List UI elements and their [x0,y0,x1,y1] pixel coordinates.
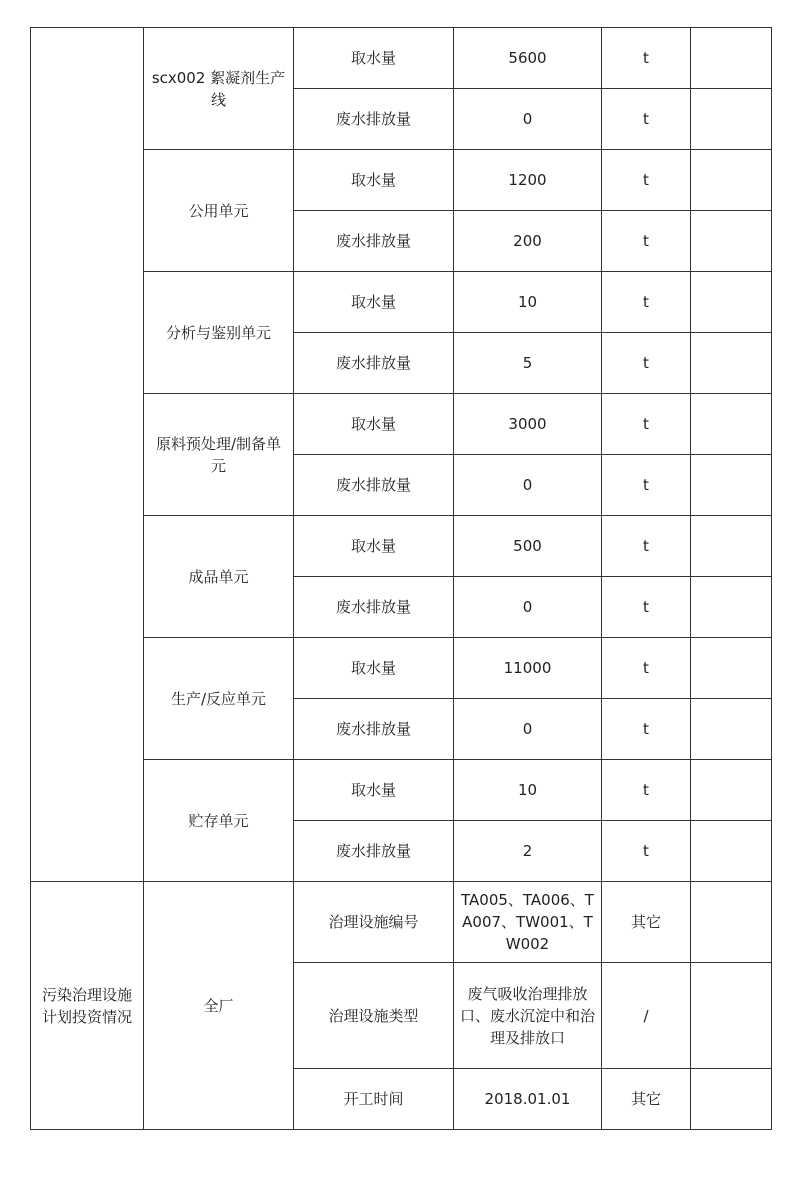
value-cell: 10 [454,760,602,821]
note-cell [691,760,772,821]
unit-cell: 其它 [602,882,691,963]
item-cell: 取水量 [294,150,454,211]
unit-cell: t [602,333,691,394]
value-cell: 0 [454,455,602,516]
value-cell: 2 [454,821,602,882]
value-cell: 500 [454,516,602,577]
unit-cell: / [602,963,691,1069]
investment-category-cell: 污染治理设施计划投资情况 [31,882,144,1130]
value-cell: TA005、TA006、TA007、TW001、TW002 [454,882,602,963]
unit-cell: t [602,699,691,760]
note-cell [691,333,772,394]
unit-cell: t [602,211,691,272]
note-cell [691,455,772,516]
value-cell: 0 [454,89,602,150]
note-cell [691,28,772,89]
unit-name-cell: 原料预处理/制备单元 [144,394,294,516]
value-cell: 200 [454,211,602,272]
unit-name-cell: 分析与鉴别单元 [144,272,294,394]
unit-cell: t [602,760,691,821]
unit-cell: t [602,577,691,638]
unit-name-cell: 公用单元 [144,150,294,272]
category-cell [31,28,144,882]
value-cell: 2018.01.01 [454,1069,602,1130]
note-cell [691,89,772,150]
unit-cell: t [602,516,691,577]
value-cell: 1200 [454,150,602,211]
data-table [30,27,772,1130]
value-cell: 0 [454,577,602,638]
unit-name-cell: 生产/反应单元 [144,638,294,760]
unit-cell: t [602,638,691,699]
item-cell: 废水排放量 [294,455,454,516]
item-cell: 开工时间 [294,1069,454,1130]
value-cell: 10 [454,272,602,333]
note-cell [691,963,772,1069]
value-cell: 废气吸收治理排放口、废水沉淀中和治理及排放口 [454,963,602,1069]
item-cell: 废水排放量 [294,577,454,638]
value-cell: 5600 [454,28,602,89]
unit-cell: t [602,272,691,333]
item-cell: 取水量 [294,760,454,821]
value-cell: 5 [454,333,602,394]
note-cell [691,211,772,272]
note-cell [691,516,772,577]
note-cell [691,821,772,882]
unit-cell: t [602,394,691,455]
note-cell [691,638,772,699]
table-row [31,28,772,89]
value-cell: 11000 [454,638,602,699]
unit-name-cell: scx002 絮凝剂生产线 [144,28,294,150]
unit-cell: t [602,89,691,150]
unit-cell: t [602,28,691,89]
item-cell: 废水排放量 [294,89,454,150]
note-cell [691,577,772,638]
unit-cell: t [602,455,691,516]
scope-cell: 全厂 [144,882,294,1130]
note-cell [691,1069,772,1130]
unit-cell: t [602,821,691,882]
unit-name-cell: 贮存单元 [144,760,294,882]
note-cell [691,394,772,455]
item-cell: 废水排放量 [294,333,454,394]
unit-name-cell: 成品单元 [144,516,294,638]
item-cell: 取水量 [294,638,454,699]
item-cell: 取水量 [294,28,454,89]
note-cell [691,699,772,760]
item-cell: 治理设施类型 [294,963,454,1069]
note-cell [691,882,772,963]
unit-cell: t [602,150,691,211]
note-cell [691,272,772,333]
item-cell: 废水排放量 [294,699,454,760]
item-cell: 废水排放量 [294,211,454,272]
table-row [31,882,772,963]
value-cell: 3000 [454,394,602,455]
note-cell [691,150,772,211]
item-cell: 取水量 [294,394,454,455]
item-cell: 废水排放量 [294,821,454,882]
value-cell: 0 [454,699,602,760]
item-cell: 治理设施编号 [294,882,454,963]
unit-cell: 其它 [602,1069,691,1130]
document-page [30,27,772,1130]
item-cell: 取水量 [294,516,454,577]
item-cell: 取水量 [294,272,454,333]
